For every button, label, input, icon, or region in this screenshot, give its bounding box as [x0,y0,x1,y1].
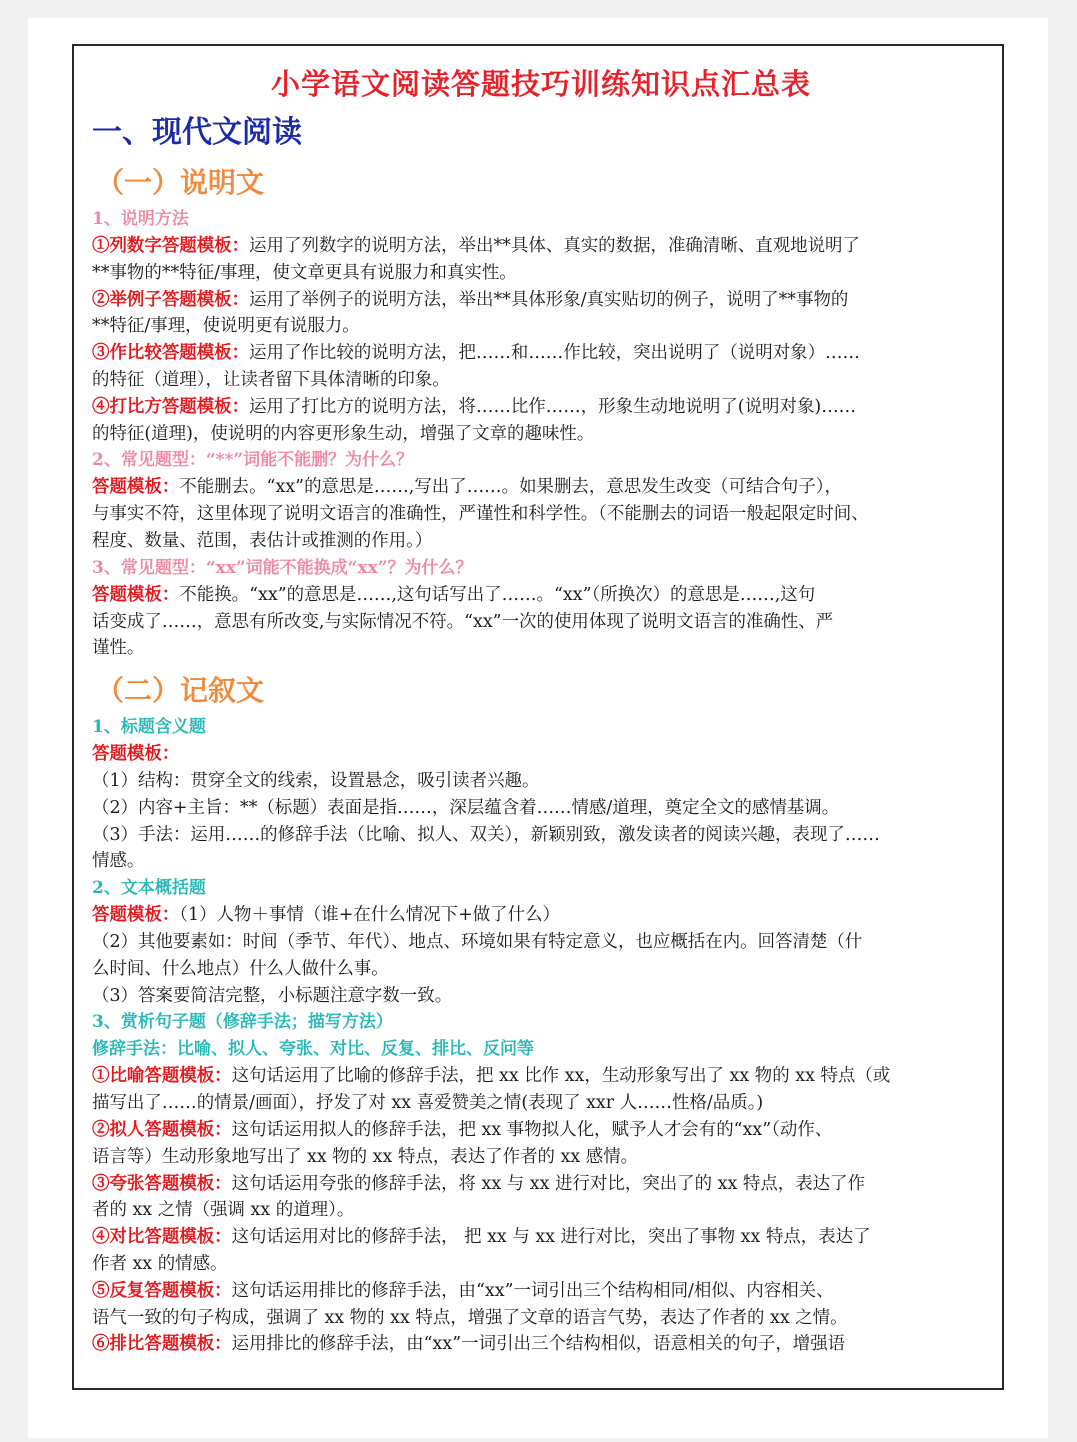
rhetoric-template-line [92,1090,990,1117]
delete-answer-text: 程度、数量、范围，表估计或推测的作用。） [92,530,433,551]
title-meaning-line: （1）结构：贯穿全文的线索，设置悬念，吸引读者兴趣。 [92,770,540,791]
heading-narrative: （二）记叙文 [96,674,265,708]
delete-answer-line [92,501,990,528]
replace-answer-label: 答题模板： [92,584,180,605]
summary-answer-text: （1）人物＋事情（谁+在什么情况下+做了什么） [179,905,560,926]
rhetoric-template-text: 者的 xx 之情（强调 xx 的道理）。 [92,1200,355,1221]
rhetoric-template-label: ②拟人答题模板： [92,1119,232,1140]
rhetoric-template-label: ①比喻答题模板： [92,1066,232,1087]
method-template-line [92,367,990,394]
section-heading-modern-reading: 一、现代文阅读 [92,115,302,150]
method-template-text: 运用了作比较的说明方法，把……和……作比较，突出说明了（说明对象）…… [249,343,860,364]
title-meaning-line: （3）手法：运用……的修辞手法（比喻、拟人、双关），新颖别致，激发读者的阅读兴趣，表现了…… [92,824,880,845]
rhetoric-template-label: ④对比答题模板： [92,1227,232,1248]
method-template-label: ②举例子答题模板： [92,289,250,310]
summary-answer-text: （3）答案要简洁完整，小标题注意字数一致。 [92,985,453,1006]
summary-answer-line [92,956,990,983]
replace-question-answer [92,582,990,662]
replace-answer-text: 谨性。 [92,638,145,659]
document-title: 小学语文阅读答题技巧训练知识点汇总表 [270,67,811,101]
rhetoric-template-line [92,1305,990,1332]
rhetoric-template-text: 这句话运用拟人的修辞手法，把 xx 事物拟人化，赋予人才会有的“xx”（动作、 [231,1119,833,1140]
rhetoric-template-line [92,1144,990,1171]
rhetoric-template-label: ⑤反复答题模板： [92,1280,232,1301]
method-template-line [92,287,990,314]
rhetoric-list: 修辞手法：比喻、拟人、夸张、对比、反复、排比、反问等 [92,1039,534,1060]
method-template-text: 运用了举例子的说明方法，举出**具体形象/真实贴切的例子，说明了**事物的 [249,289,849,310]
rhetoric-template-text: 这句话运用了比喻的修辞手法，把 xx 比作 xx，生动形象写出了 xx 物的 xx 特点（或 [231,1066,891,1087]
summary-answer [92,902,990,1009]
rhetoric-template-line [92,1063,990,1090]
replace-answer-text: 不能换。“xx”的意思是……,这句话写出了……。“xx”（所换次）的意思是……,这句 [179,584,816,605]
method-template-text: 运用了列数字的说明方法，举出**具体、真实的数据，准确清晰、直观地说明了 [249,236,860,256]
method-template-line [92,233,990,260]
method-template-label: ④打比方答题模板： [92,396,250,417]
method-template-line [92,421,990,448]
rhetoric-template-text: 这句话运用夸张的修辞手法，将 xx 与 xx 进行对比，突出了的 xx 特点，表达了作 [231,1173,866,1194]
summary-answer-line [92,983,990,1010]
answer-template-label [92,741,990,768]
heading-expository: （一）说明文 [96,166,265,199]
summary-answer-label: 答题模板： [92,905,180,926]
rhetoric-template-line [92,1171,990,1198]
delete-question-answer [92,474,990,554]
rhetoric-template-text: 运用排比的修辞手法，由“xx”一词引出三个结构相似，语意相关的句子，增强语 [231,1334,846,1355]
method-template-text: 运用了打比方的说明方法，将……比作……，形象生动地说明了(说明对象)…… [249,396,857,417]
rhetoric-template-line [92,1331,990,1358]
replace-answer-line [92,582,990,609]
method-template-text: 的特征（道理），让读者留下具体清晰的印象。 [92,369,450,390]
sub-heading-methods: 1、说明方法 [92,209,189,229]
rhetoric-template-label: ③夸张答题模板： [92,1173,232,1194]
method-template-line [92,340,990,367]
title-meaning-line: 情感。 [92,851,145,872]
expository-method-templates [92,233,990,447]
sub-heading-title-meaning: 1、标题含义题 [92,717,206,738]
rhetoric-template-line [92,1278,990,1305]
title-meaning-lines [92,768,990,875]
method-template-label: ①列数字答题模板： [92,236,250,256]
answer-label: 答题模板： [92,744,180,765]
summary-answer-line [92,929,990,956]
rhetoric-template-text: 这句话运用对比的修辞手法， 把 xx 与 xx 进行对比，突出了事物 xx 特点，表达了 [231,1227,871,1248]
method-template-line [92,394,990,421]
sub-heading-sentence-appreciation: 3、赏析句子题（修辞手法；描写方法） [92,1012,393,1033]
document-frame [72,44,1004,1390]
rhetoric-template-text: 描写出了……的情景/画面），抒发了对 xx 喜爱赞美之情(表现了 xxr 人……性格/品质。) [92,1093,764,1114]
rhetoric-template-text: 这句话运用排比的修辞手法，由“xx”一词引出三个结构相同/相似、内容相关、 [231,1280,834,1301]
sub-heading-summary: 2、文本概括题 [92,878,206,899]
method-template-text: **特征/事理，使说明更有说服力。 [92,316,360,337]
rhetoric-template-line [92,1117,990,1144]
rhetoric-template-line [92,1197,990,1224]
rhetoric-templates [92,1063,990,1358]
method-template-line [92,260,990,287]
rhetoric-template-line [92,1251,990,1278]
delete-answer-text: 不能删去。“xx”的意思是……,写出了……。如果删去，意思发生改变（可结合句子）， [179,477,842,498]
summary-answer-text: 么时间、什么地点）什么人做什么事。 [92,958,389,979]
rhetoric-template-line [92,1224,990,1251]
rhetoric-template-label: ⑥排比答题模板： [92,1334,232,1355]
replace-answer-line [92,609,990,636]
document-content [92,46,990,1358]
replace-answer-line [92,635,990,662]
summary-answer-text: （2）其他要素如：时间（季节、年代）、地点、环境如果有特定意义，也应概括在内。回答清楚（什 [92,931,863,952]
rhetoric-template-text: 作者 xx 的情感。 [92,1253,228,1274]
replace-answer-text: 话变成了……，意思有所改变,与实际情况不符。“xx”一次的使用体现了说明文语言的准确性、严 [92,611,834,632]
rhetoric-template-text: 语言等）生动形象地写出了 xx 物的 xx 特点，表达了作者的 xx 感情。 [92,1146,639,1167]
method-template-label: ③作比较答题模板： [92,343,250,364]
method-template-text: **事物的**特征/事理，使文章更具有说服力和真实性。 [92,262,517,283]
rhetoric-template-text: 语气一致的句子构成，强调了 xx 物的 xx 特点，增强了文章的语言气势，表达了作者的 xx 之情。 [92,1307,848,1328]
delete-answer-label: 答题模板： [92,477,180,498]
delete-answer-line [92,474,990,501]
method-template-line [92,313,990,340]
method-template-text: 的特征(道理)，使说明的内容更形象生动，增强了文章的趣味性。 [92,423,595,444]
title-meaning-line: （2）内容+主旨：**（标题）表面是指……，深层蕴含着……情感/道理，奠定全文的感情基调。 [92,797,840,818]
summary-answer-line [92,902,990,929]
sub-heading-replace-question: 3、常见题型：“xx”词能不能换成“xx”？为什么？ [92,557,473,578]
delete-answer-text: 与事实不符，这里体现了说明文语言的准确性，严谨性和科学性。（不能删去的词语一般起限定时间、 [92,504,869,525]
delete-answer-line [92,528,990,555]
sub-heading-delete-question: 2、常见题型：“**”词能不能删？为什么？ [92,450,414,471]
